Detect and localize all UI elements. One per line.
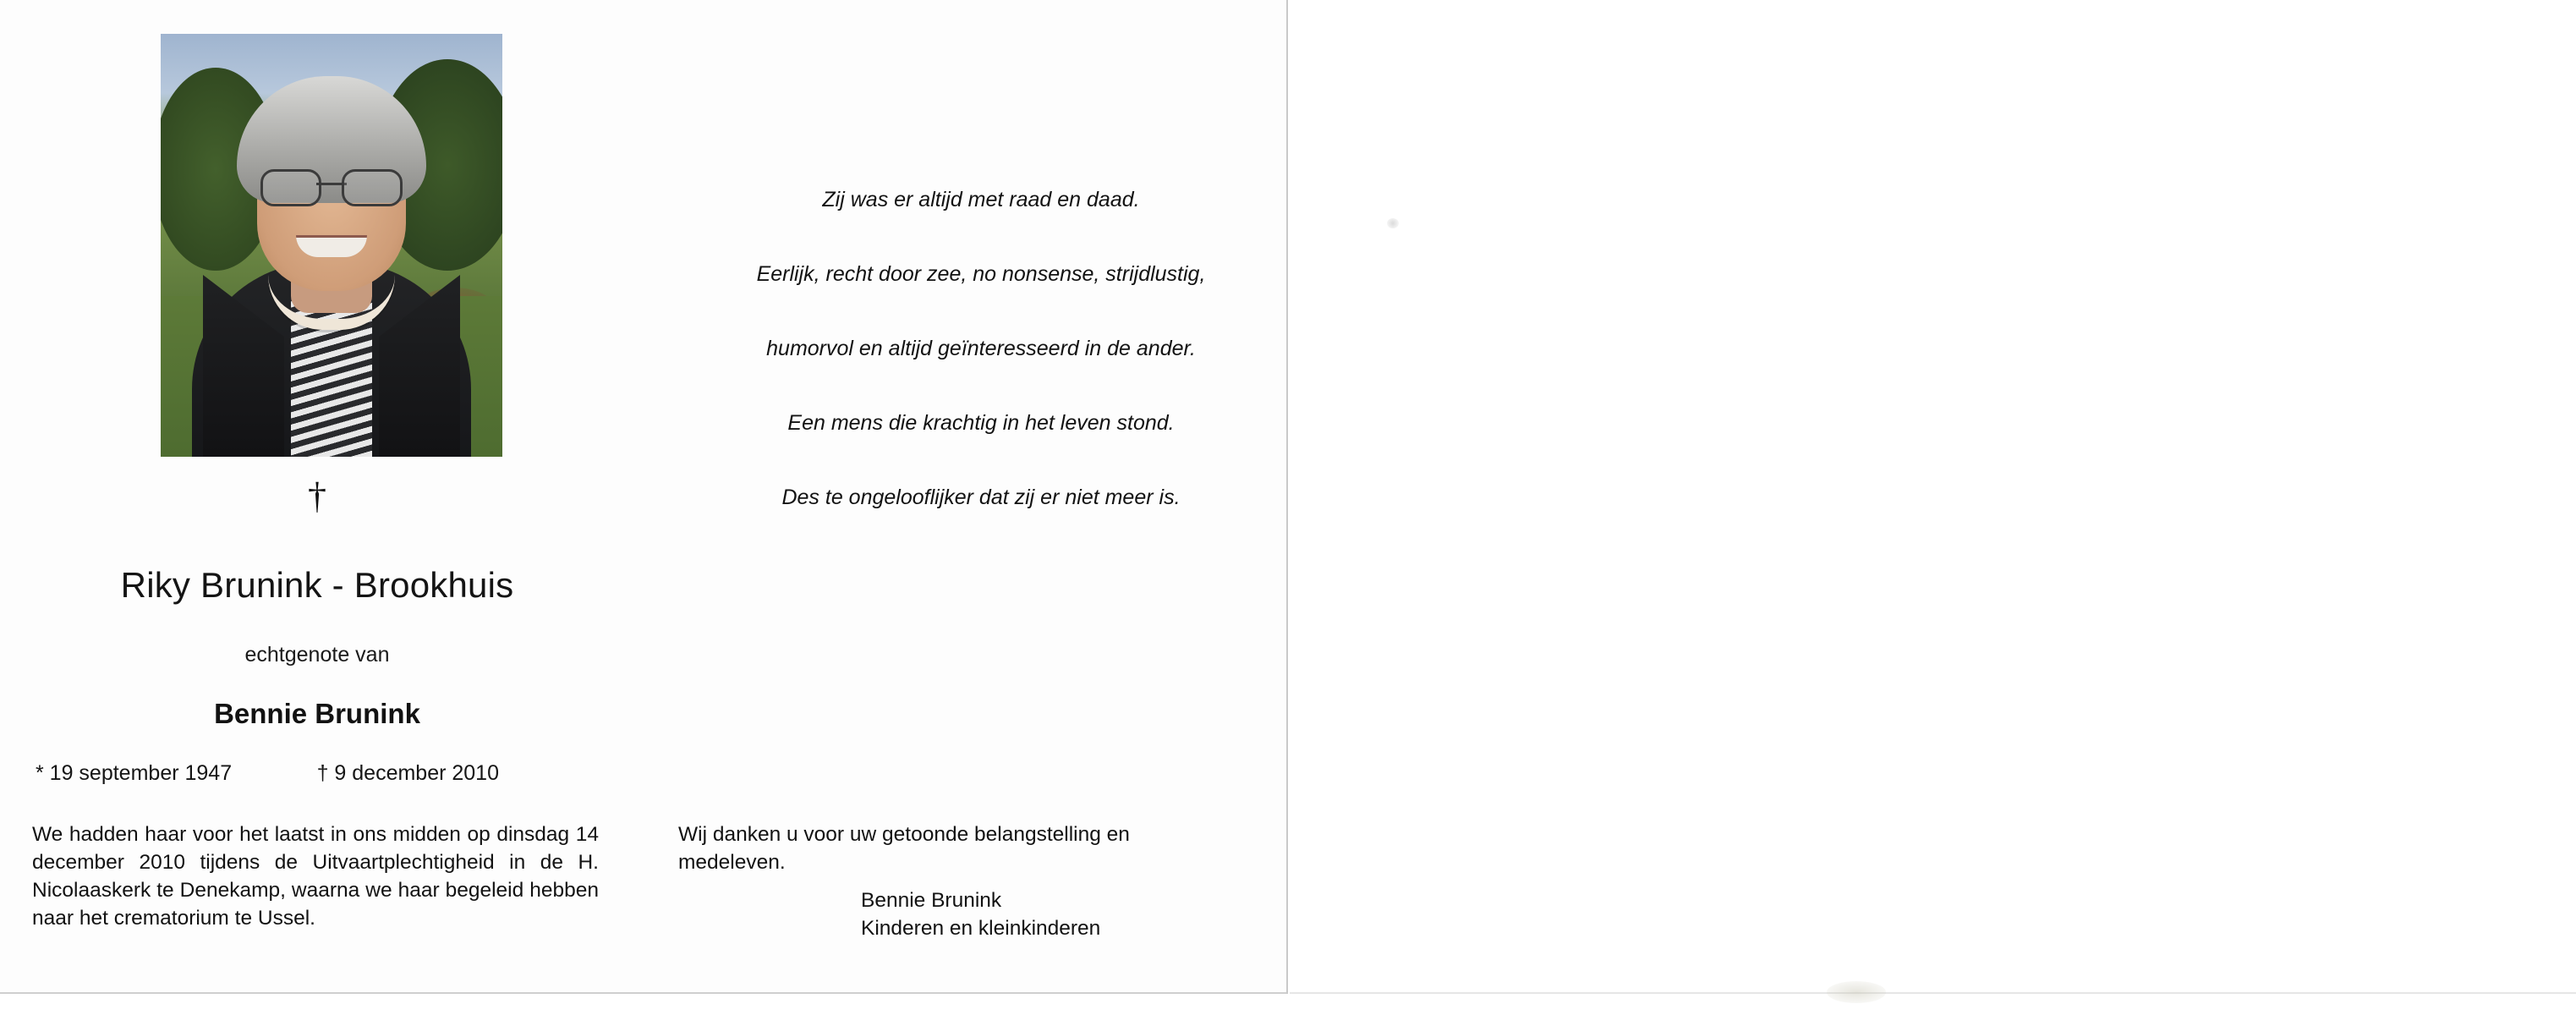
cross-icon: † [308,475,326,517]
scan-artifact [1387,218,1399,228]
death-date: † 9 december 2010 [316,761,499,785]
farewell-text: We hadden haar voor het laatst in ons midden op dinsdag 14 december 2010 tijdens de Uitvaartplechtigheid in de H. Nicolaaskerk te Denekamp, waarna we haar begeleid hebben naar het crematorium te Ussel. [32,823,599,930]
spouse-name: Bennie Brunink [214,698,420,729]
thanks-text: Wij danken u voor uw getoonde belangstelling en medeleven. [678,823,1130,874]
birth-date: * 19 september 1947 [36,761,233,785]
signature-line: Kinderen en kleinkinderen [861,917,1101,940]
signature-block [861,886,1100,942]
card-left-column [25,17,609,973]
verse-line: Eerlijk, recht door zee, no nonsense, strijdlustig, [756,262,1206,286]
card-left-page [0,0,1288,994]
verse-line: Zij was er altijd met raad en daad. [822,188,1140,211]
memorial-verse [677,17,1285,558]
card-right-column [677,17,1285,973]
life-dates [25,761,609,786]
deceased-name: Riky Brunink - Brookhuis [120,565,514,605]
verse-line: humorvol en altijd geïnteresseerd in de ander. [766,337,1196,360]
verse-line: Des te ongelooflijker dat zij er niet meer is. [781,486,1181,509]
card-right-page [1290,0,2576,994]
verse-line: Een mens die krachtig in het leven stond. [787,411,1175,435]
signature-line: Bennie Brunink [861,889,1002,912]
scan-artifact [1827,981,1886,1003]
portrait-photo [161,34,502,457]
spouse-label: echtgenote van [244,643,390,667]
